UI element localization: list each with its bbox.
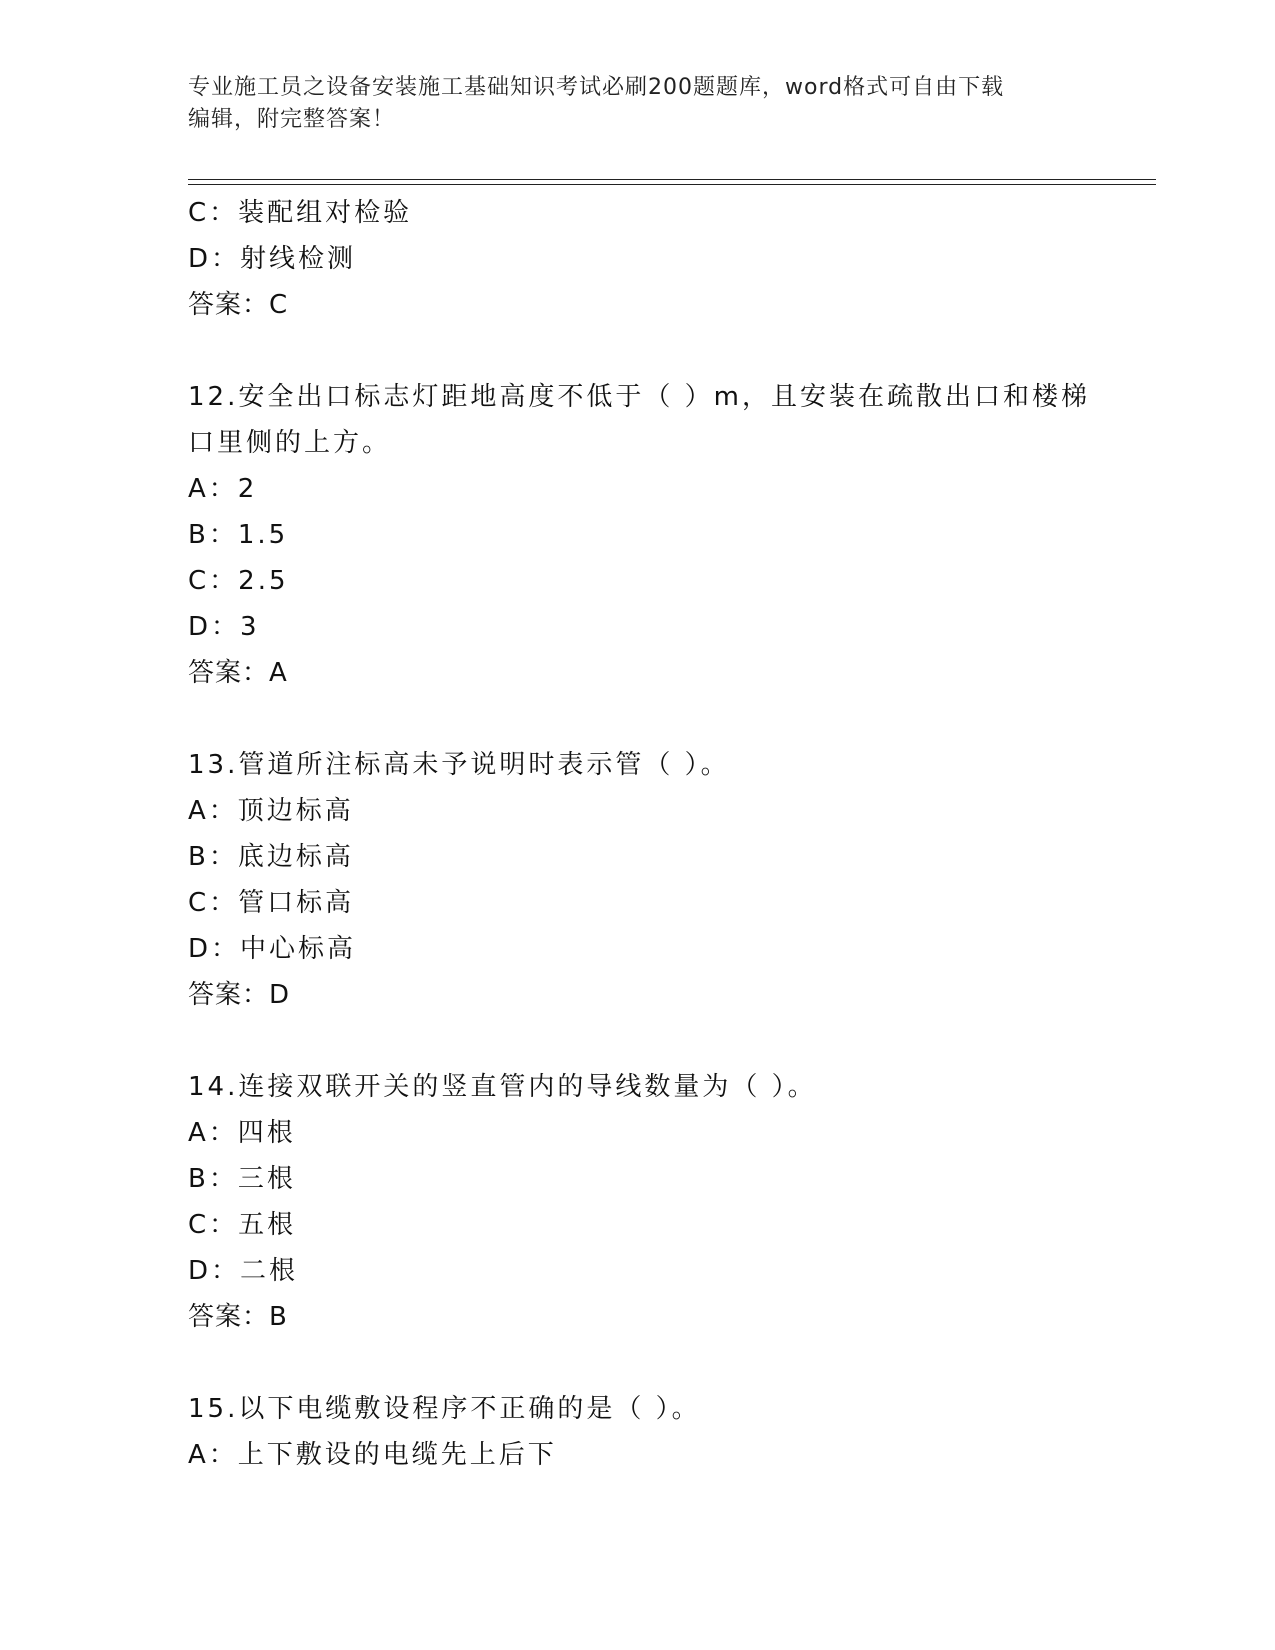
answer-label: 答案：A xyxy=(188,658,288,688)
header-line-1: 专业施工员之设备安装施工基础知识考试必刷200题题库，word格式可自由下载 xyxy=(188,75,1005,100)
question-stem-continued: 口里侧的上方。 xyxy=(188,428,392,458)
question-12 xyxy=(188,374,1088,696)
option-b: B：1.5 xyxy=(188,520,289,550)
option-a: A：四根 xyxy=(188,1118,296,1148)
question-stem: 15.以下电缆敷设程序不正确的是（ ）。 xyxy=(188,1394,701,1424)
document-header xyxy=(188,72,1088,136)
option-c: C：装配组对检验 xyxy=(188,198,413,228)
spacer xyxy=(188,328,1088,374)
spacer xyxy=(188,1340,1088,1386)
question-15 xyxy=(188,1386,1088,1478)
option-b: B：三根 xyxy=(188,1164,296,1194)
spacer xyxy=(188,696,1088,742)
question-stem: 14.连接双联开关的竖直管内的导线数量为（ ）。 xyxy=(188,1072,817,1102)
option-d: D：射线检测 xyxy=(188,244,357,274)
question-11 xyxy=(188,190,1088,328)
spacer xyxy=(188,1018,1088,1064)
option-a: A：2 xyxy=(188,474,258,504)
question-stem: 12.安全出口标志灯距地高度不低于（ ）m，且安装在疏散出口和楼梯 xyxy=(188,382,1090,412)
question-list xyxy=(188,190,1088,1478)
option-c: C：管口标高 xyxy=(188,888,355,918)
question-14 xyxy=(188,1064,1088,1340)
header-divider-bottom xyxy=(188,184,1156,185)
answer-label: 答案：D xyxy=(188,980,291,1010)
option-c: C：2.5 xyxy=(188,566,289,596)
option-c: C：五根 xyxy=(188,1210,297,1240)
option-a: A：顶边标高 xyxy=(188,796,354,826)
option-d: D：3 xyxy=(188,612,260,642)
option-d: D：二根 xyxy=(188,1256,299,1286)
header-divider-top xyxy=(188,179,1156,180)
header-line-2: 编辑，附完整答案！ xyxy=(188,107,396,132)
option-b: B：底边标高 xyxy=(188,842,354,872)
option-d: D：中心标高 xyxy=(188,934,357,964)
question-stem: 13.管道所注标高未予说明时表示管（ ）。 xyxy=(188,750,730,780)
option-a: A：上下敷设的电缆先上后下 xyxy=(188,1440,557,1470)
question-13 xyxy=(188,742,1088,1018)
answer-label: 答案：C xyxy=(188,290,289,320)
answer-label: 答案：B xyxy=(188,1302,288,1332)
